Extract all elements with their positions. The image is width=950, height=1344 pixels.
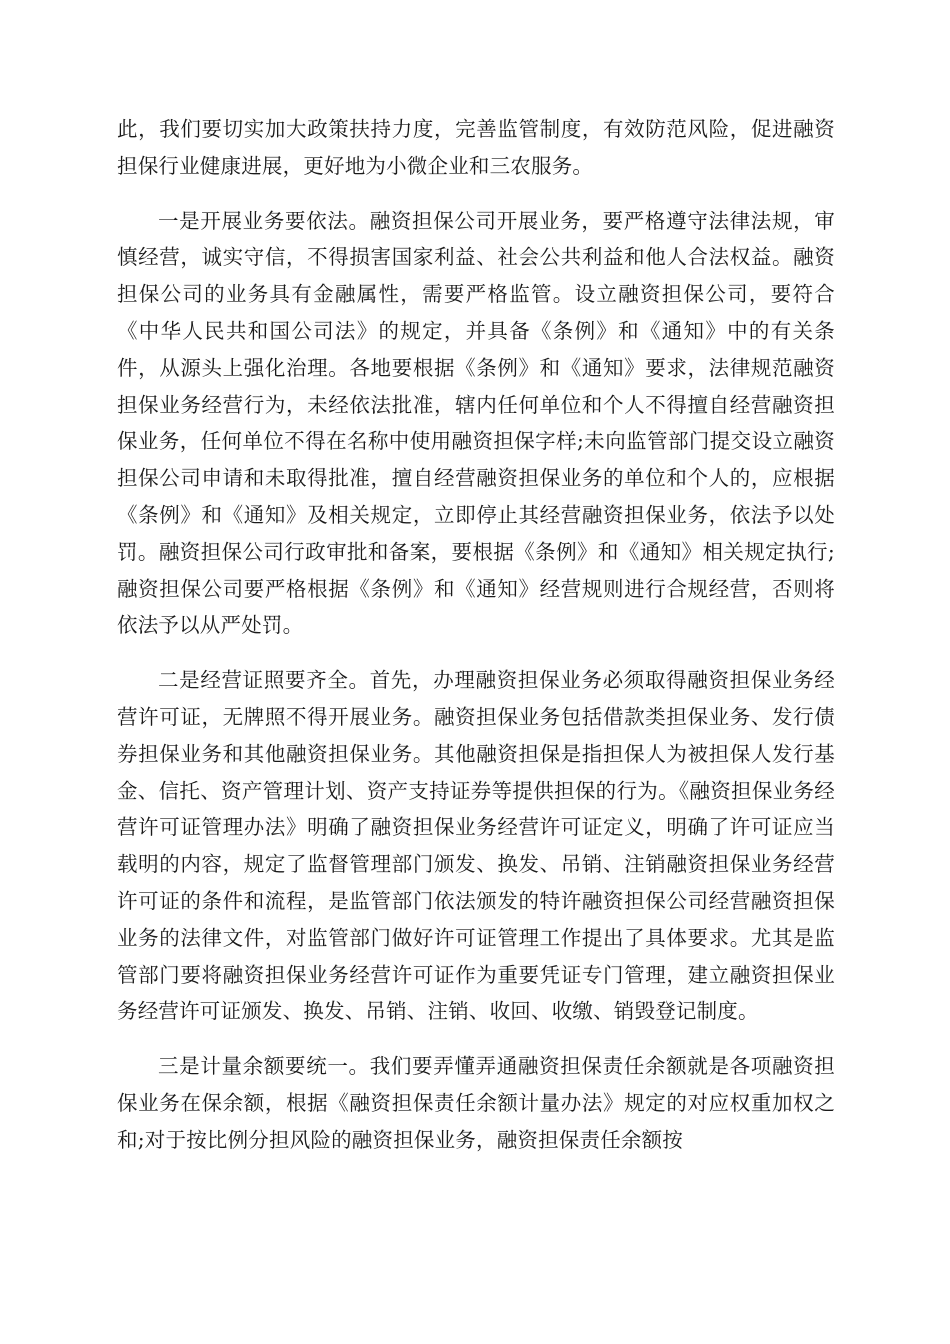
paragraph-point-two-licenses: 二是经营证照要齐全。首先，办理融资担保业务必须取得融资担保业务经营许可证，无牌照不得开展业务。融资担保业务包括借款类担保业务、发行债券担保业务和其他融资担保业务。其他融资担保是指担保人为被担保人发行基金、信托、资产管理计划、资产支持证券等提供担保的行为。《融资担保业务经营许可证管理办法》明确了融资担保业务经营许可证定义，明确了许可证应当载明的内容，规定了监督管理部门颁发、换发、吊销、注销融资担保业务经营许可证的条件和流程，是监管部门依法颁发的特许融资担保公司经营融资担保业务的法律文件，对监管部门做好许可证管理工作提出了具体要求。尤其是监管部门要将融资担保业务经营许可证作为重要凭证专门管理，建立融资担保业务经营许可证颁发、换发、吊销、注销、收回、收缴、销毁登记制度。	[117, 668, 835, 1024]
paragraph-point-one-lawful-business: 一是开展业务要依法。融资担保公司开展业务，要严格遵守法律法规，审慎经营，诚实守信，不得损害国家利益、社会公共利益和他人合法权益。融资担保公司的业务具有金融属性，需要严格监管。设立融资担保公司，要符合《中华人民共和国公司法》的规定，并具备《条例》和《通知》中的有关条件，从源头上强化治理。各地要根据《条例》和《通知》要求，法律规范融资担保业务经营行为，未经依法批准，辖内任何单位和个人不得擅自经营融资担保业务，任何单位不得在名称中使用融资担保字样;未向监管部门提交设立融资担保公司申请和未取得批准，擅自经营融资担保业务的单位和个人的，应根据《条例》和《通知》及相关规定，立即停止其经营融资担保业务，依法予以处罚。融资担保公司行政审批和备案，要根据《条例》和《通知》相关规定执行;融资担保公司要严格根据《条例》和《通知》经营规则进行合规经营，否则将依法予以从严处罚。	[117, 208, 835, 638]
document-body	[117, 111, 835, 1159]
paragraph-intro-continuation: 此，我们要切实加大政策扶持力度，完善监管制度，有效防范风险，促进融资担保行业健康进展，更好地为小微企业和三农服务。	[117, 117, 835, 178]
paragraph-point-three-balance-measurement: 三是计量余额要统一。我们要弄懂弄通融资担保责任余额就是各项融资担保业务在保余额，根据《融资担保责任余额计量办法》规定的对应权重加权之和;对于按比例分担风险的融资担保业务，融资担保责任余额按	[117, 1054, 835, 1152]
